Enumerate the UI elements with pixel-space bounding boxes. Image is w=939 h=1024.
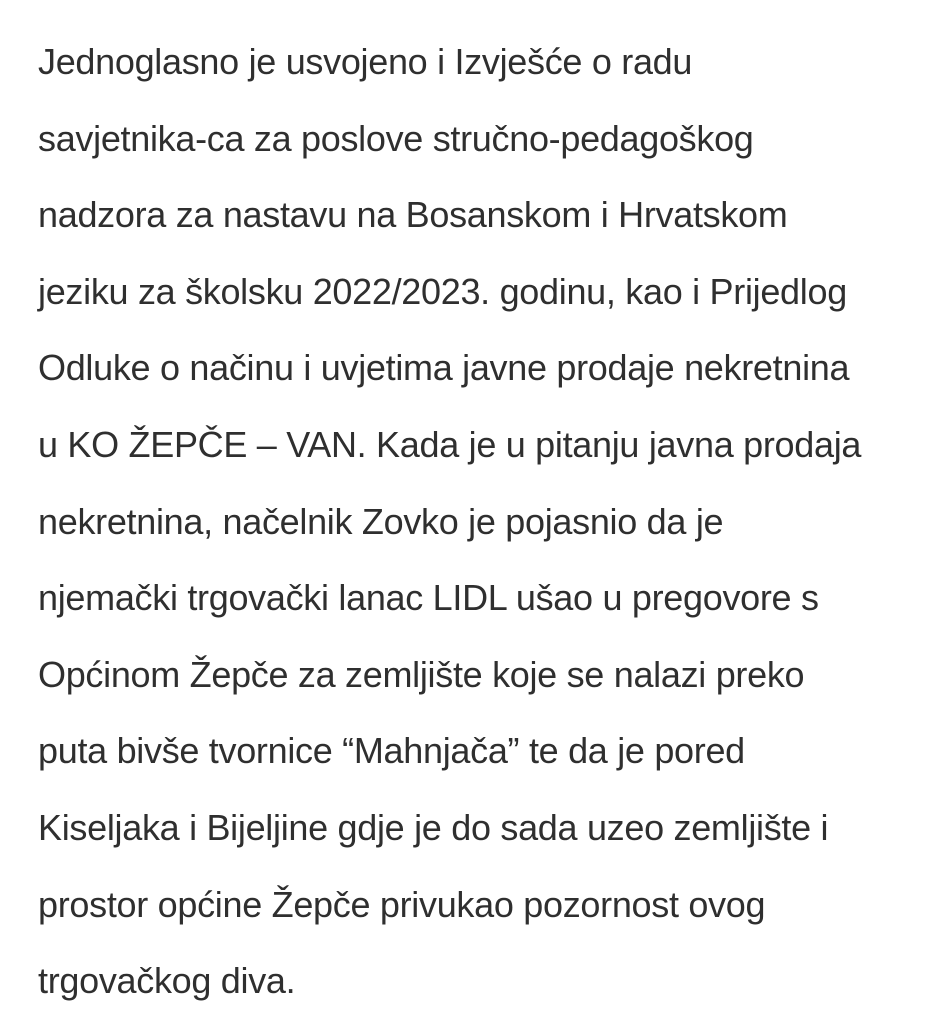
text-line: Odluke o načinu i uvjetima javne prodaje nekretnina [38, 347, 850, 389]
text-line: njemački trgovački lanac LIDL ušao u pregovore s [38, 577, 819, 619]
text-line: nekretnina, načelnik Zovko je pojasnio da je [38, 500, 724, 542]
text-line: Kiseljaka i Bijeljine gdje je do sada uzeo zemljište i [38, 806, 829, 848]
text-line: prostor općine Žepče privukao pozornost ovog [38, 883, 766, 925]
text-line: jeziku za školsku 2022/2023. godinu, kao i Prijedlog [38, 270, 847, 312]
text-line: trgovačkog diva. [38, 960, 296, 1002]
text-line: nadzora za nastavu na Bosanskom i Hrvatskom [38, 194, 788, 236]
article-text [38, 24, 918, 1020]
text-line: puta bivše tvornice “Mahnjača” te da je pored [38, 730, 745, 772]
text-line: Općinom Žepče za zemljište koje se nalazi preko [38, 653, 805, 695]
text-line: Jednoglasno je usvojeno i Izvješće o radu [38, 41, 693, 82]
text-line: u KO ŽEPČE – VAN. Kada je u pitanju javna prodaja [38, 423, 862, 465]
text-line: savjetnika-ca za poslove stručno-pedagoškog [38, 117, 754, 159]
